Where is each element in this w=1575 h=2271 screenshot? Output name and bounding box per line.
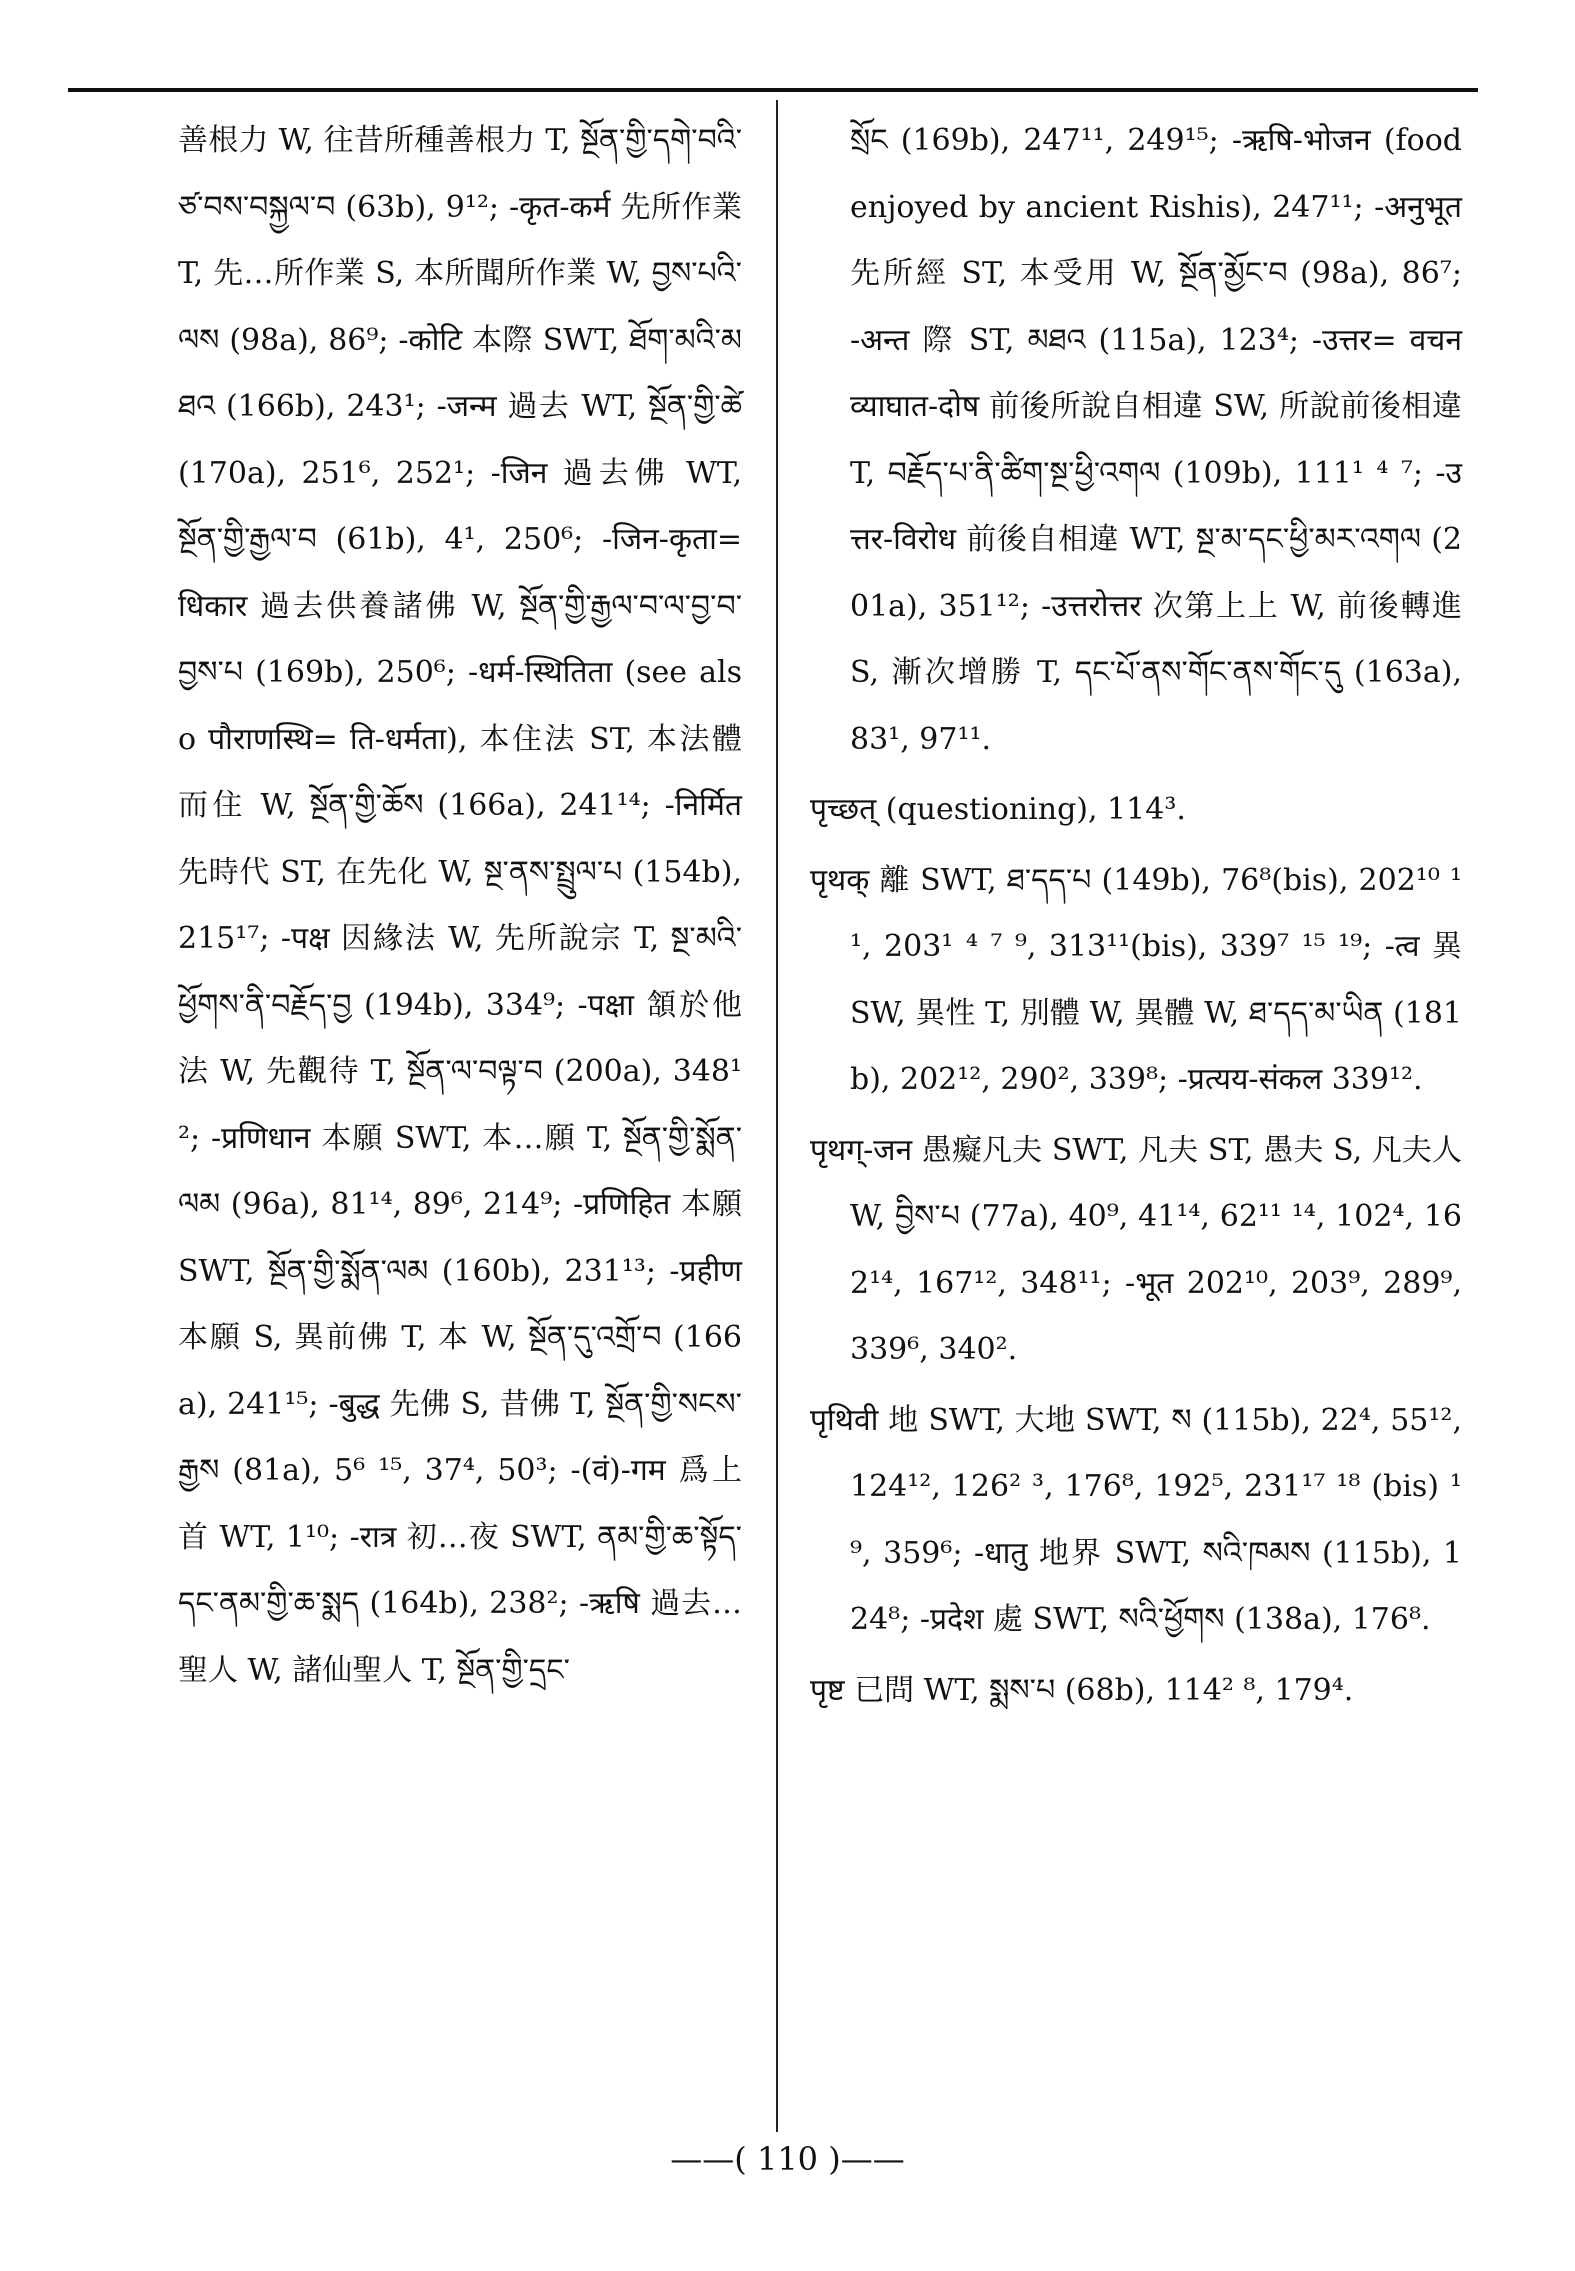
dictionary-entry: पृथिवी 地 SWT, 大地 SWT, ས (115b), 22⁴, 55¹², 124¹², 126² ³, 176⁸, 192⁵, 231¹⁷ ¹⁸ (bis) ¹⁹, 359⁶; -धातु 地界 SWT, སའི་ཁམས (115b), 124⁸; -प्रदेश 處 SWT, སའི་ཕྱོགས (138a), 176⁸. [810,1402,1462,1637]
dictionary-entry: पृथग्-जन 愚癡凡夫 SWT, 凡夫 ST, 愚夫 S, 凡夫人 W, བྱིས་པ (77a), 40⁹, 41¹⁴, 62¹¹ ¹⁴, 102⁴, 162¹⁴, 167¹², 348¹¹; -भूत 202¹⁰, 203⁹, 289⁹, 339⁶, 340². [810,1132,1462,1367]
dictionary-entry: पृच्छत् (questioning), 114³. [810,792,1186,827]
dictionary-entry: 善根力 W, 往昔所種善根力 T, སྔོན་གྱི་དགེ་བའི་ཙ་བས་བསྐྱལ་བ (63b), 9¹²; -कृत-कर्म 先所作業 T, 先…所作業 S, 本所聞所作業 W, བྱས་པའི་ལས (98a), 86⁹; -कोटि 本際 SWT, ཐོག་མའི་མཐའ (166b), 243¹; -जन्म 過去 WT, སྔོན་གྱི་ཚེ (170a), 251⁶, 252¹; -जिन 過去佛 WT, སྔོན་གྱི་རྒྱལ་བ (61b), 4¹, 250⁶; -जिन-कृता= धिकार 過去供養諸佛 W, སྔོན་གྱི་རྒྱལ་བ་ལ་བྱ་བ་བྱས་པ (169b), 250⁶; -धर्म-स्थितिता (see also पौराणस्थि= ति-धर्मता), 本住法 ST, 本法體而住 W, སྔོན་གྱི་ཆོས (166a), 241¹⁴; -निर्मित 先時代 ST, 在先化 W, སྔ་ནས་སྤྲུལ་པ (154b), 215¹⁷; -पक्ष 因緣法 W, 先所說宗 T, སྔ་མའི་ཕྱོགས་ནི་བརྗོད་བྱ (194b), 334⁹; -पक्षा 頷於他法 W, 先觀待 T, སྔོན་ལ་བལྟ་བ (200a), 348¹²; -प्रणिधान 本願 SWT, 本…願 T, སྔོན་གྱི་སྨོན་ལམ (96a), 81¹⁴, 89⁶, 214⁹; -प्रणिहित 本願 SWT, སྔོན་གྱི་སྨོན་ལམ (160b), 231¹³; -प्रहीण 本願 S, 異前佛 T, 本 W, སྔོན་དུ་འགྲོ་བ (166a), 241¹⁵; -बुद्ध 先佛 S, 昔佛 T, སྔོན་གྱི་སངས་རྒྱས (81a), 5⁶ ¹⁵, 37⁴, 50³; -(वं)-गम 爲上首 WT, 1¹⁰; -रात्र 初…夜 SWT, ནམ་གྱི་ཆ་སྟོད་དང་ནམ་གྱི་ཆ་སྨད (164b), 238²; -ऋषि 過去…聖人 W, 諸仙聖人 T, སྔོན་གྱི་དྲང་ [178,123,742,1688]
top-rule [68,88,1478,92]
dictionary-entry: पृथक् 離 SWT, ཐ་དད་པ (149b), 76⁸(bis), 202¹⁰ ¹¹, 203¹ ⁴ ⁷ ⁹, 313¹¹(bis), 339⁷ ¹⁵ ¹⁹; -त्व 異 SW, 異性 T, 別體 W, 異體 W, ཐ་དད་མ་ཡིན (181b), 202¹², 290², 339⁸; -प्रत्यय-संकल 339¹². [810,862,1462,1097]
right-column [810,108,1462,1728]
page-number: ——( 110 )—— [670,2140,905,2178]
dictionary-entry: སྲོང (169b), 247¹¹, 249¹⁵; -ऋषि-भोजन (food enjoyed by ancient Rishis), 247¹¹; -अनुभूत 先所經 ST, 本受用 W, སྔོན་མྱོང་བ (98a), 86⁷; -अन्त 際 ST, མཐའ (115a), 123⁴; -उत्तर= वचनव्याघात-दोष 前後所說自相違 SW, 所說前後相違 T, བརྗོད་པ་ནི་ཚིག་སྔ་ཕྱི་འགལ (109b), 111¹ ⁴ ⁷; -उत्तर-विरोध 前後自相違 WT, སྔ་མ་དང་ཕྱི་མར་འགལ (201a), 351¹²; -उत्तरोत्तर 次第上上 W, 前後轉進 S, 漸次增勝 T, དང་པོ་ནས་གོང་ནས་གོང་དུ (163a), 83¹, 97¹¹. [850,123,1462,757]
left-column [138,108,742,1708]
column-divider [776,100,778,2132]
dictionary-entry: पृष्ट 已問 WT, སྨས་པ (68b), 114² ⁸, 179⁴. [810,1672,1354,1708]
